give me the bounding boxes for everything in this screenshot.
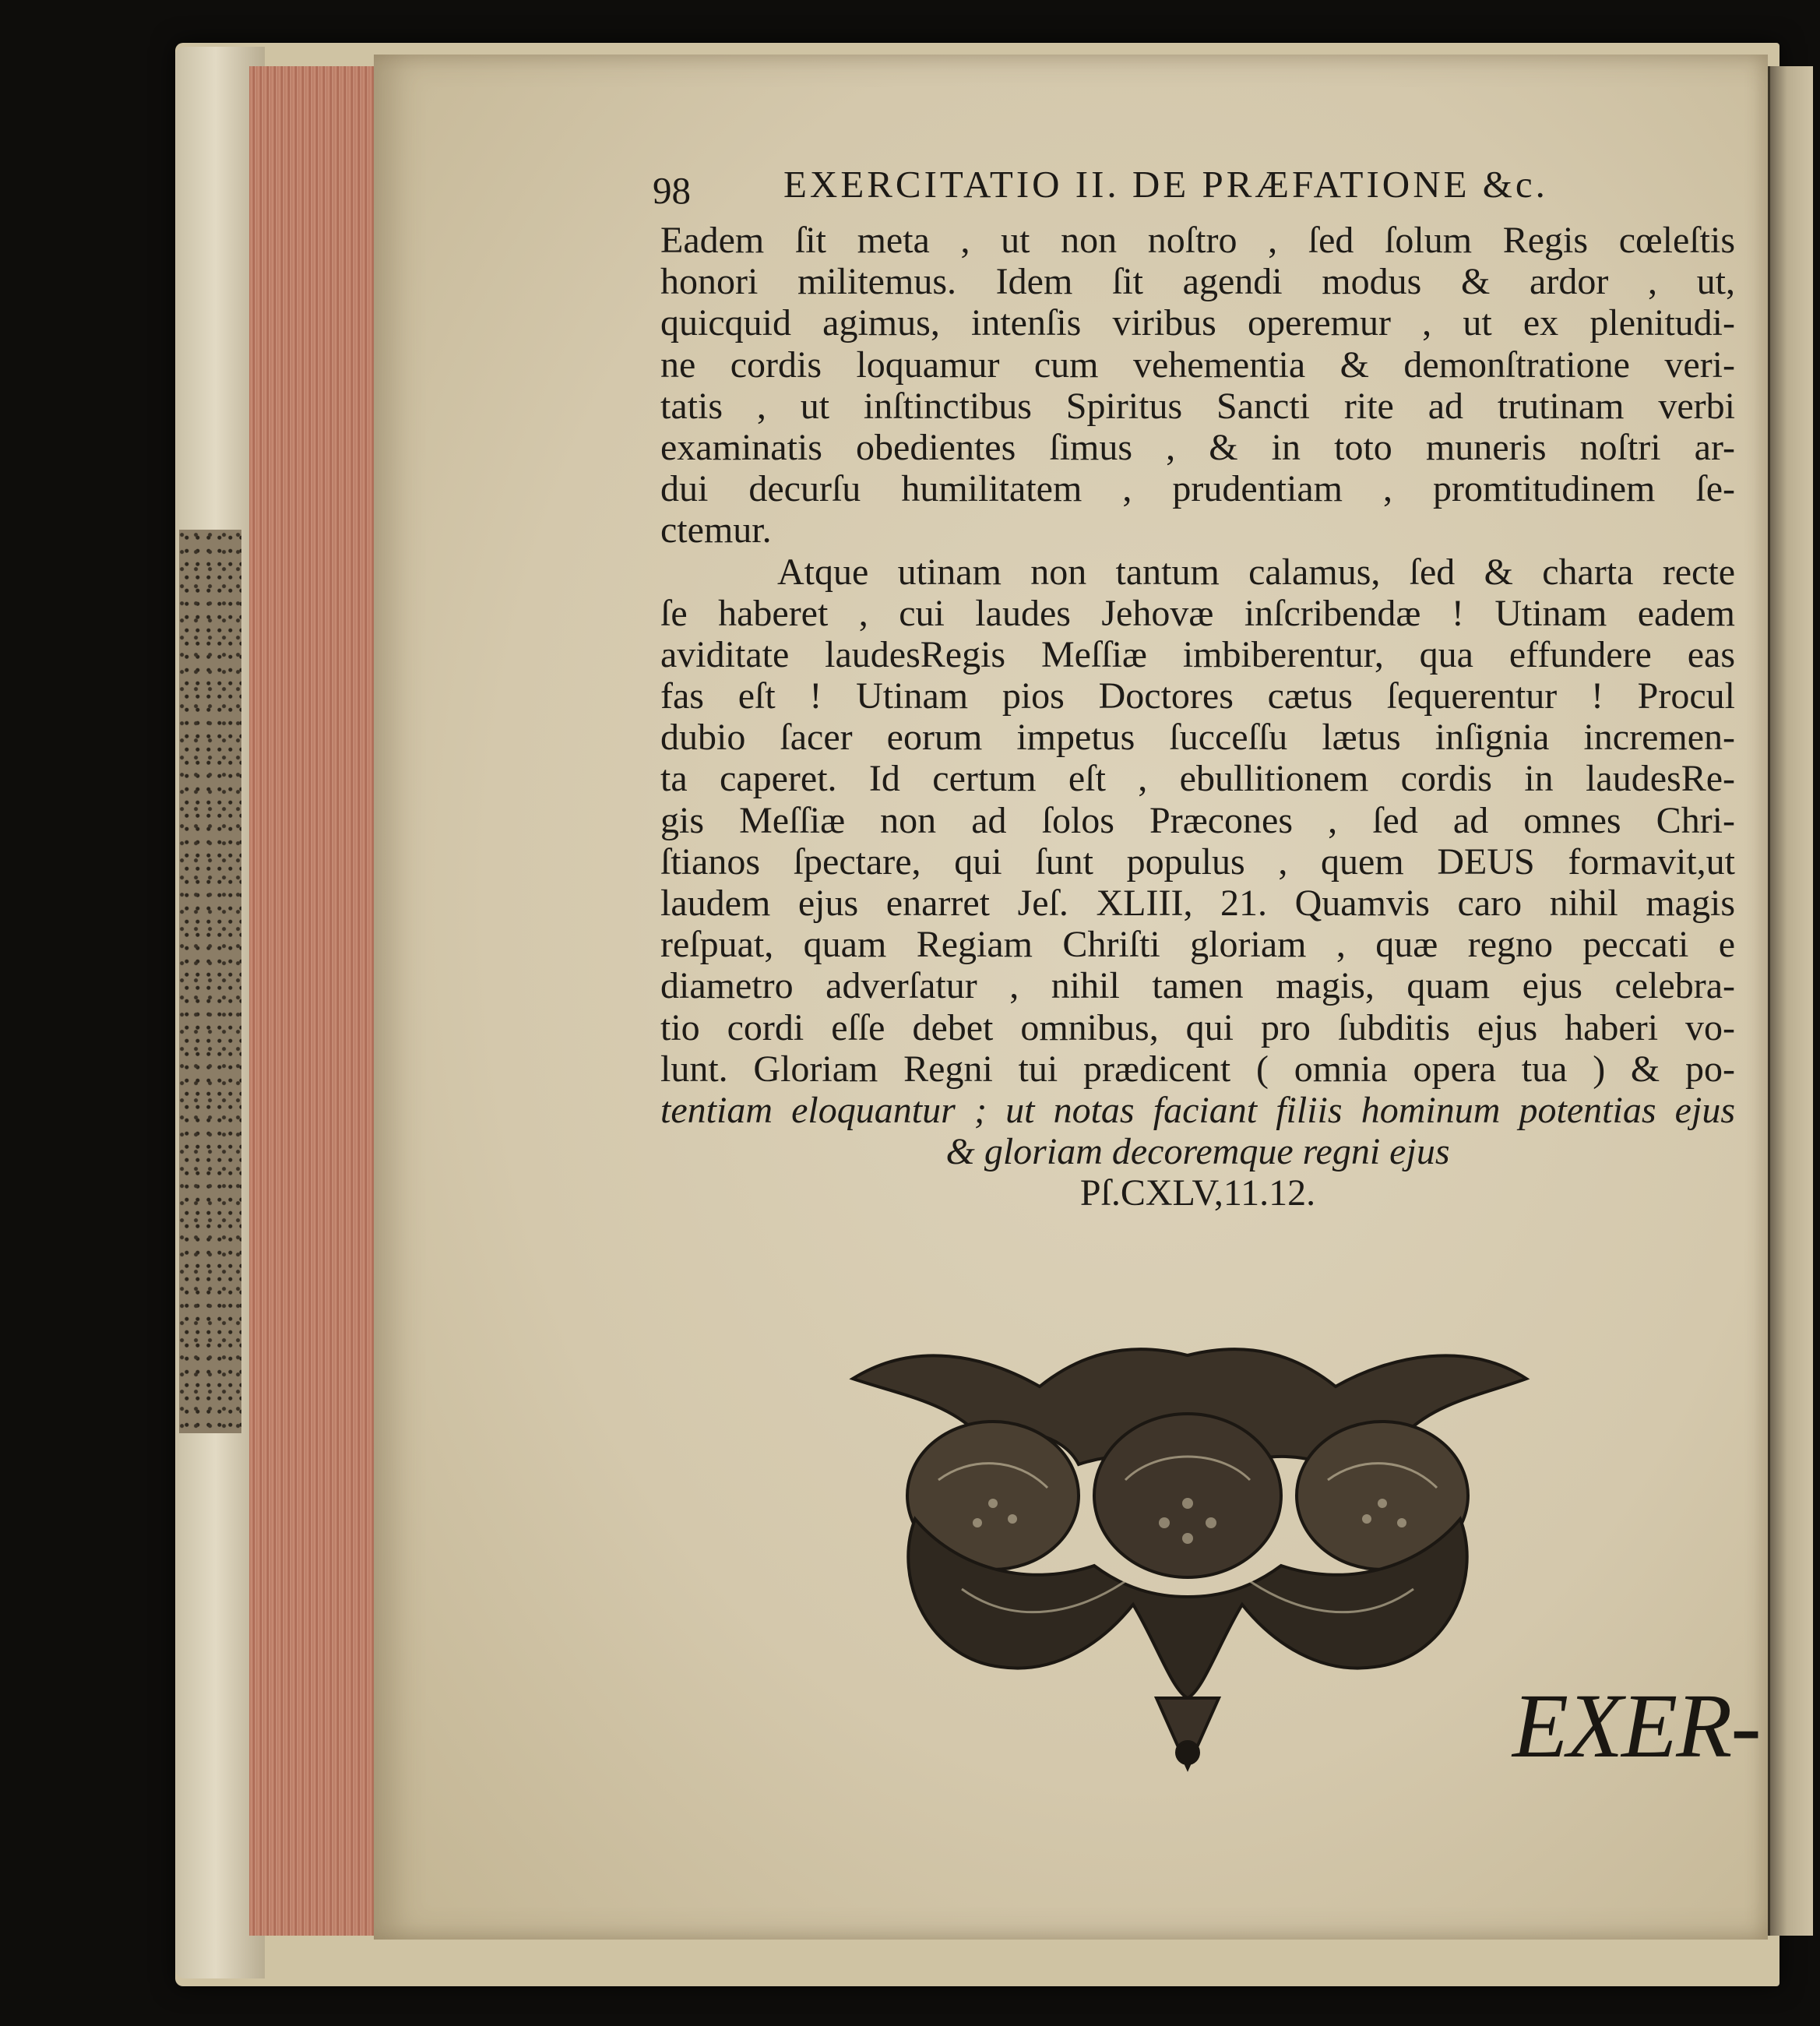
text-line: dubio ſacer eorum impetus ſucceſſu lætus inſignia incremen- xyxy=(660,717,1735,759)
text-line: examinatis obedientes ſimus , & in toto muneris noſtri ar- xyxy=(660,426,1735,468)
text-line: lunt. Gloriam Regni tui prædicent ( omnia opera tua ) & po- xyxy=(660,1048,1735,1090)
floral-ornament xyxy=(845,1332,1534,1776)
text-line: ctemur. xyxy=(660,509,772,551)
text-line: aviditate laudesRegis Meſſiæ imbiberentur, qua effundere eas xyxy=(660,633,1735,675)
running-header xyxy=(653,162,1665,217)
text-line: ta caperet. Id certum eſt , ebullitionem cordis in laudesRe- xyxy=(660,758,1735,800)
text-line: laudem ejus enarret Jeſ. XLIII, 21. Quamvis caro nihil magis xyxy=(660,883,1735,924)
text-line: dui decurſu humilitatem , prudentiam , promtitudinem ſe- xyxy=(660,468,1735,510)
page-edges xyxy=(249,66,375,1936)
text-line: ſtianos ſpectare, qui ſunt populus , quem DEUS formavit,ut xyxy=(660,840,1735,883)
facing-page-edge xyxy=(1768,66,1813,1936)
running-head: EXERCITATIO II. DE PRÆFATIONE &c. xyxy=(783,163,1548,206)
body-text xyxy=(660,220,1735,1214)
page-number: 98 xyxy=(653,169,691,212)
text-line: reſpuat, quam Regiam Chriſti gloriam , quæ regno peccati e xyxy=(660,924,1735,966)
text-line: quicquid agimus, intenſis viribus operemur , ut ex plenitudi- xyxy=(660,302,1735,344)
text-line: gis Meſſiæ non ad ſolos Præcones , ſed ad omnes Chri- xyxy=(660,799,1735,841)
text-line: tentiam eloquantur ; ut notas faciant filiis hominum potentias ejus xyxy=(660,1089,1735,1131)
text-line: Atque utinam non tantum calamus, ſed & charta recte xyxy=(777,551,1735,593)
text-line: Pſ.CXLV,11.12. xyxy=(1079,1172,1316,1214)
text-line: honori militemus. Idem ſit agendi modus & ardor , ut, xyxy=(660,261,1735,303)
text-line: Eadem ſit meta , ut non noſtro , ſed ſolum Regis cœleſtis xyxy=(660,220,1735,261)
text-line: ne cordis loquamur cum vehementia & demonſtratione veri- xyxy=(660,344,1735,386)
text-line: tio cordi eſſe debet omnibus, qui pro ſubditis ejus haberi vo- xyxy=(660,1006,1735,1048)
text-line: tatis , ut inſtinctibus Spiritus Sancti rite ad trutinam verbi xyxy=(660,385,1735,427)
spine-marbled-band xyxy=(179,530,241,1433)
text-line: diametro adverſatur , nihil tamen magis, quam ejus celebra- xyxy=(660,965,1735,1007)
text-line: ſe haberet , cui laudes Jehovæ inſcribendæ ! Utinam eadem xyxy=(660,592,1735,634)
catchword: EXER- xyxy=(1512,1675,1760,1777)
text-line: fas eſt ! Utinam pios Doctores cætus ſequerentur ! Procul xyxy=(660,675,1735,717)
text-line: & gloriam decoremque regni ejus xyxy=(945,1131,1450,1173)
